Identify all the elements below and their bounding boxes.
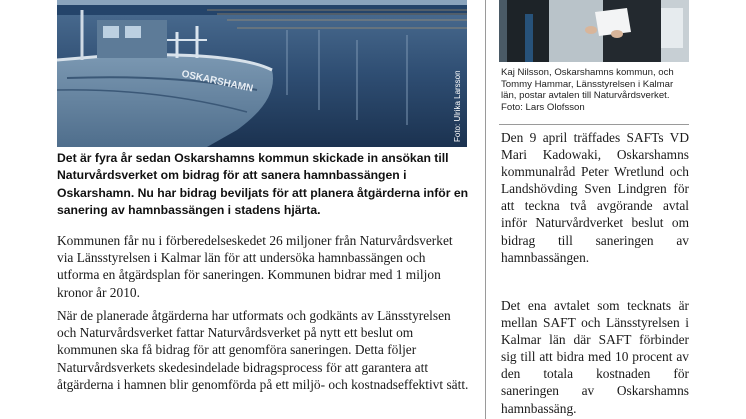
column-divider — [485, 0, 486, 419]
main-photo-credit — [453, 62, 467, 142]
lead-paragraph: Det är fyra år sedan Oskarshamns kommun skickade in ansökan till Naturvårdsverket om bidrag för att sanera hamnbassängen i Oskarshamn. Nu har bidrag beviljats för att planera åtgärderna inför en sanering av hamnbassängen i stadens hjärta. — [57, 151, 469, 218]
caption-rule — [499, 124, 689, 125]
body-paragraph-1: Kommunen får nu i förberedelseskedet 26 miljoner från Naturvårdsverket via Länsstyrelsen i Kalmar län för att undersöka hamnbassängen och utforma en åtgärdsplan för saneringen. Kommunen bidrar med 1 miljon kronor år 2010. — [57, 233, 453, 300]
side-paragraph-1: Den 9 april träffades SAFTs VD Mari Kadowaki, Oskarshamns kommunalråd Peter Wretlund och Landshövding Sven Lindgren för att teckna två avgörande avtal inför Naturvårdverket beslut om bidrag till saneringen av hamnbassängen. — [501, 130, 689, 265]
signing-photo — [499, 0, 689, 62]
main-photo-credit-text: Foto: Ulrika Larsson — [453, 70, 462, 142]
signing-photo-caption: Kaj Nilsson, Oskarshamns kommun, och Tommy Hammar, Länsstyrelsen i Kalmar län, postar avtalen till Naturvårdsverket. Foto: Lars Olofsson — [501, 67, 674, 113]
harbor-photo — [57, 0, 467, 147]
side-paragraph-2: Det ena avtalet som tecknats är mellan SAFT och Länsstyrelsen i Kalmar län där SAFT förbinder sig till att bidra med 10 procent av den totala kostnaden för saneringen av Oskarshamns hamnbassäng. — [501, 298, 689, 416]
boat-name-text: OSKARSHAMN — [180, 68, 255, 95]
body-paragraph-2: När de planerade åtgärderna har utformats och godkänts av Länsstyrelsen och Naturvårdsverket fattar Naturvårdsverket på nytt ett beslut om kommunen ska få bidrag för att genomföra saneringen. Detta följer Naturvårdsverkets skedesindelade bidragsprocess för att garantera att åtgärderna i hamnen blir genomförda på ett miljö- och kostnadseffektivt sätt. — [57, 308, 469, 392]
